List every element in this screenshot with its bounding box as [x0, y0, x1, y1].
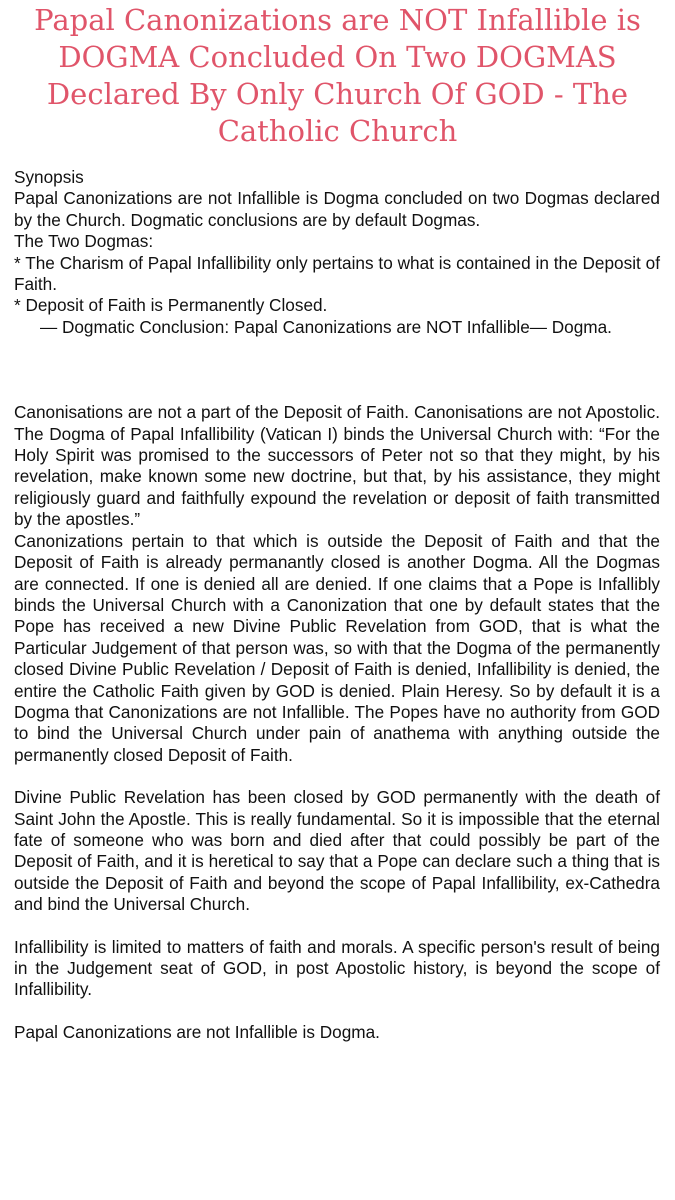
paragraph-infallibility-limits: Infallibility is limited to matters of faith and morals. A specific person's result of being in the Judgement seat of GOD, in post Apostolic history, is beyond the scope of Infallibility.	[14, 936, 660, 1000]
page-title: Papal Canonizations are NOT Infallible is DOGMA Concluded On Two DOGMAS Declared By Only Church Of GOD - The Catholic Church	[34, 3, 641, 148]
synopsis-heading: Synopsis	[14, 167, 84, 187]
article-body	[14, 167, 660, 1043]
paragraph-revelation-closed: Divine Public Revelation has been closed by GOD permanently with the death of Saint John the Apostle. This is really fundamental. So it is impossible that the eternal fate of someone who was born and died after that could possibly be part of the Deposit of Faith, and it is heretical to say that a Pope can declare such a thing that is outside the Deposit of Faith and beyond the scope of Papal Infallibility, ex-Cathedra and bind the Universal Church.	[14, 787, 660, 915]
synopsis-intro: Papal Canonizations are not Infallible is Dogma concluded on two Dogmas declared by the Church. Dogmatic conclusions are by default Dogmas.	[14, 188, 660, 230]
dogma-item-1: * The Charism of Papal Infallibility only pertains to what is contained in the Deposit of Faith.	[14, 252, 660, 295]
dogmatic-conclusion: — Dogmatic Conclusion: Papal Canonizations are NOT Infallible— Dogma.	[40, 316, 612, 337]
spacer	[14, 766, 660, 787]
dogma-item-2: * Deposit of Faith is Permanently Closed.	[14, 295, 328, 316]
spacer	[14, 916, 660, 937]
two-dogmas-label: The Two Dogmas:	[14, 231, 154, 252]
paragraph-canonisations: Canonisations are not a part of the Deposit of Faith. Canonisations are not Apostolic. The Dogma of Papal Infallibility (Vatican I) binds the Universal Church with: “For the Holy Spirit was promised to the successors of Peter not so that they might, by his revelation, make known some new doctrine, but that, by his assistance, they might religiously guard and faithfully expound the revelation or deposit of faith transmitted by the apostles.”	[14, 402, 660, 530]
spacer	[14, 1001, 660, 1022]
paragraph-conclusion: Papal Canonizations are not Infallible is Dogma.	[14, 1021, 380, 1042]
paragraph-deposit-closed: Canonizations pertain to that which is outside the Deposit of Faith and that the Deposit of Faith is already permanantly closed is another Dogma. All the Dogmas are connected. If one is denied all are denied. If one claims that a Pope is Infallibly binds the Universal Church with a Canonization that one by default states that the Pope has received a new Divine Public Revelation from GOD, that is what the Particular Judgement of that person was, so with that the Dogma of the permanently closed Divine Public Revelation / Deposit of Faith is denied, Infallibility is denied, the entire the Catholic Faith given by GOD is denied. Plain Heresy. So by default it is a Dogma that Canonizations are not Infallible. The Popes have no authority from GOD to bind the Universal Church under pain of anathema with anything outside the permanently closed Deposit of Faith.	[14, 530, 660, 765]
spacer	[14, 338, 660, 402]
